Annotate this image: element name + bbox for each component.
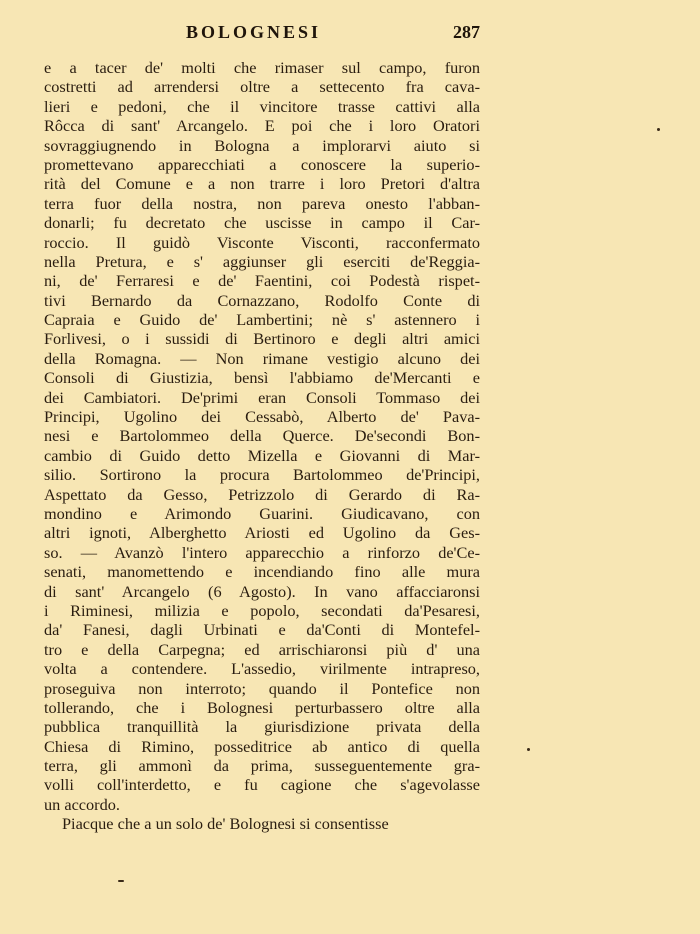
text-line: so. — Avanzò l'intero apparecchio a rinforzo de'Ce- — [44, 542, 480, 562]
text-line: dei Cambiatori. De'primi eran Consoli Tommaso dei — [44, 387, 480, 407]
text-line: di sant' Arcangelo (6 Agosto). In vano affacciaronsi — [44, 581, 480, 601]
text-line: Rôcca di sant' Arcangelo. E poi che i loro Oratori — [44, 116, 480, 136]
paper-speck — [527, 748, 530, 751]
text-line: volli coll'interdetto, e fu cagione che s'agevolasse — [44, 775, 480, 795]
text-line: donarli; fu decretato che uscisse in campo il Car- — [44, 213, 480, 233]
page-number: 287 — [453, 22, 480, 42]
text-line: Aspettato da Gesso, Petrizzolo di Gerardo di Ra- — [44, 484, 480, 504]
text-line: un accordo. — [44, 794, 120, 814]
text-line: Forlivesi, o i sussidi di Bertinoro e degli altri amici — [44, 329, 480, 349]
text-line: i Riminesi, milizia e popolo, secondati da'Pesaresi, — [44, 600, 480, 620]
text-line: rità del Comune e a non trarre i loro Pretori d'altra — [44, 174, 480, 194]
text-line: Consoli di Giustizia, bensì l'abbiamo de'Mercanti e — [44, 368, 480, 388]
text-line: silio. Sortirono la procura Bartolommeo de'Principi, — [44, 465, 480, 485]
text-line: terra, gli ammonì da prima, susseguentemente gra- — [44, 756, 480, 776]
text-line: ni, de' Ferraresi e de' Faentini, coi Podestà rispet- — [44, 271, 480, 291]
running-head — [44, 22, 480, 46]
text-line: Principi, Ugolino dei Cessabò, Alberto de' Pava- — [44, 407, 480, 427]
text-line: roccio. Il guidò Visconte Visconti, racconfermato — [44, 232, 480, 252]
text-line: mondino e Arimondo Guarini. Giudicavano, con — [44, 503, 480, 523]
running-title: BOLOGNESI — [186, 22, 322, 42]
text-line: costretti ad arrendersi oltre a settecento fra cava- — [44, 77, 480, 97]
text-line: Capraia e Guido de' Lambertini; nè s' astennero i — [44, 310, 480, 330]
text-line: lieri e pedoni, che il vincitore trasse cattivi alla — [44, 96, 480, 116]
text-line: proseguiva non interroto; quando il Pontefice non — [44, 678, 480, 698]
text-line: da' Fanesi, dagli Urbinati e da'Conti di Montefel- — [44, 620, 480, 640]
text-line: volta a contendere. L'assedio, virilmente intrapreso, — [44, 659, 480, 679]
body-text — [44, 58, 480, 834]
text-line: tro e della Carpegna; ed arrischiaronsi più d' una — [44, 639, 480, 659]
text-line: pubblica tranquillità la giurisdizione privata della — [44, 717, 480, 737]
text-line: terra fuor della nostra, non pareva onesto l'abban- — [44, 193, 480, 213]
text-line: promettevano apparecchiati a conoscere la superio- — [44, 154, 480, 174]
text-line: e a tacer de' molti che rimaser sul campo, furon — [44, 58, 480, 77]
paper-speck — [657, 128, 660, 131]
text-line: tollerando, che i Bolognesi perturbassero oltre alla — [44, 697, 480, 717]
text-line: altri ignoti, Alberghetto Ariosti ed Ugolino da Ges- — [44, 523, 480, 543]
text-line: nesi e Bartolommeo della Querce. De'secondi Bon- — [44, 426, 480, 446]
paper-speck — [118, 880, 124, 882]
text-line: cambio di Guido detto Mizella e Giovanni di Mar- — [44, 445, 480, 465]
text-line: sovraggiugnendo in Bologna a implorarvi aiuto si — [44, 135, 480, 155]
text-line: della Romagna. — Non rimane vestigio alcuno dei — [44, 348, 480, 368]
text-line: Chiesa di Rimino, posseditrice ab antico di quella — [44, 736, 480, 756]
text-line: Piacque che a un solo de' Bolognesi si consentisse — [62, 814, 389, 834]
text-line: nella Pretura, e s' aggiunser gli eserciti de'Reggia- — [44, 251, 480, 271]
text-line: tivi Bernardo da Cornazzano, Rodolfo Conte di — [44, 290, 480, 310]
text-line: senati, manomettendo e incendiando fino alle mura — [44, 562, 480, 582]
